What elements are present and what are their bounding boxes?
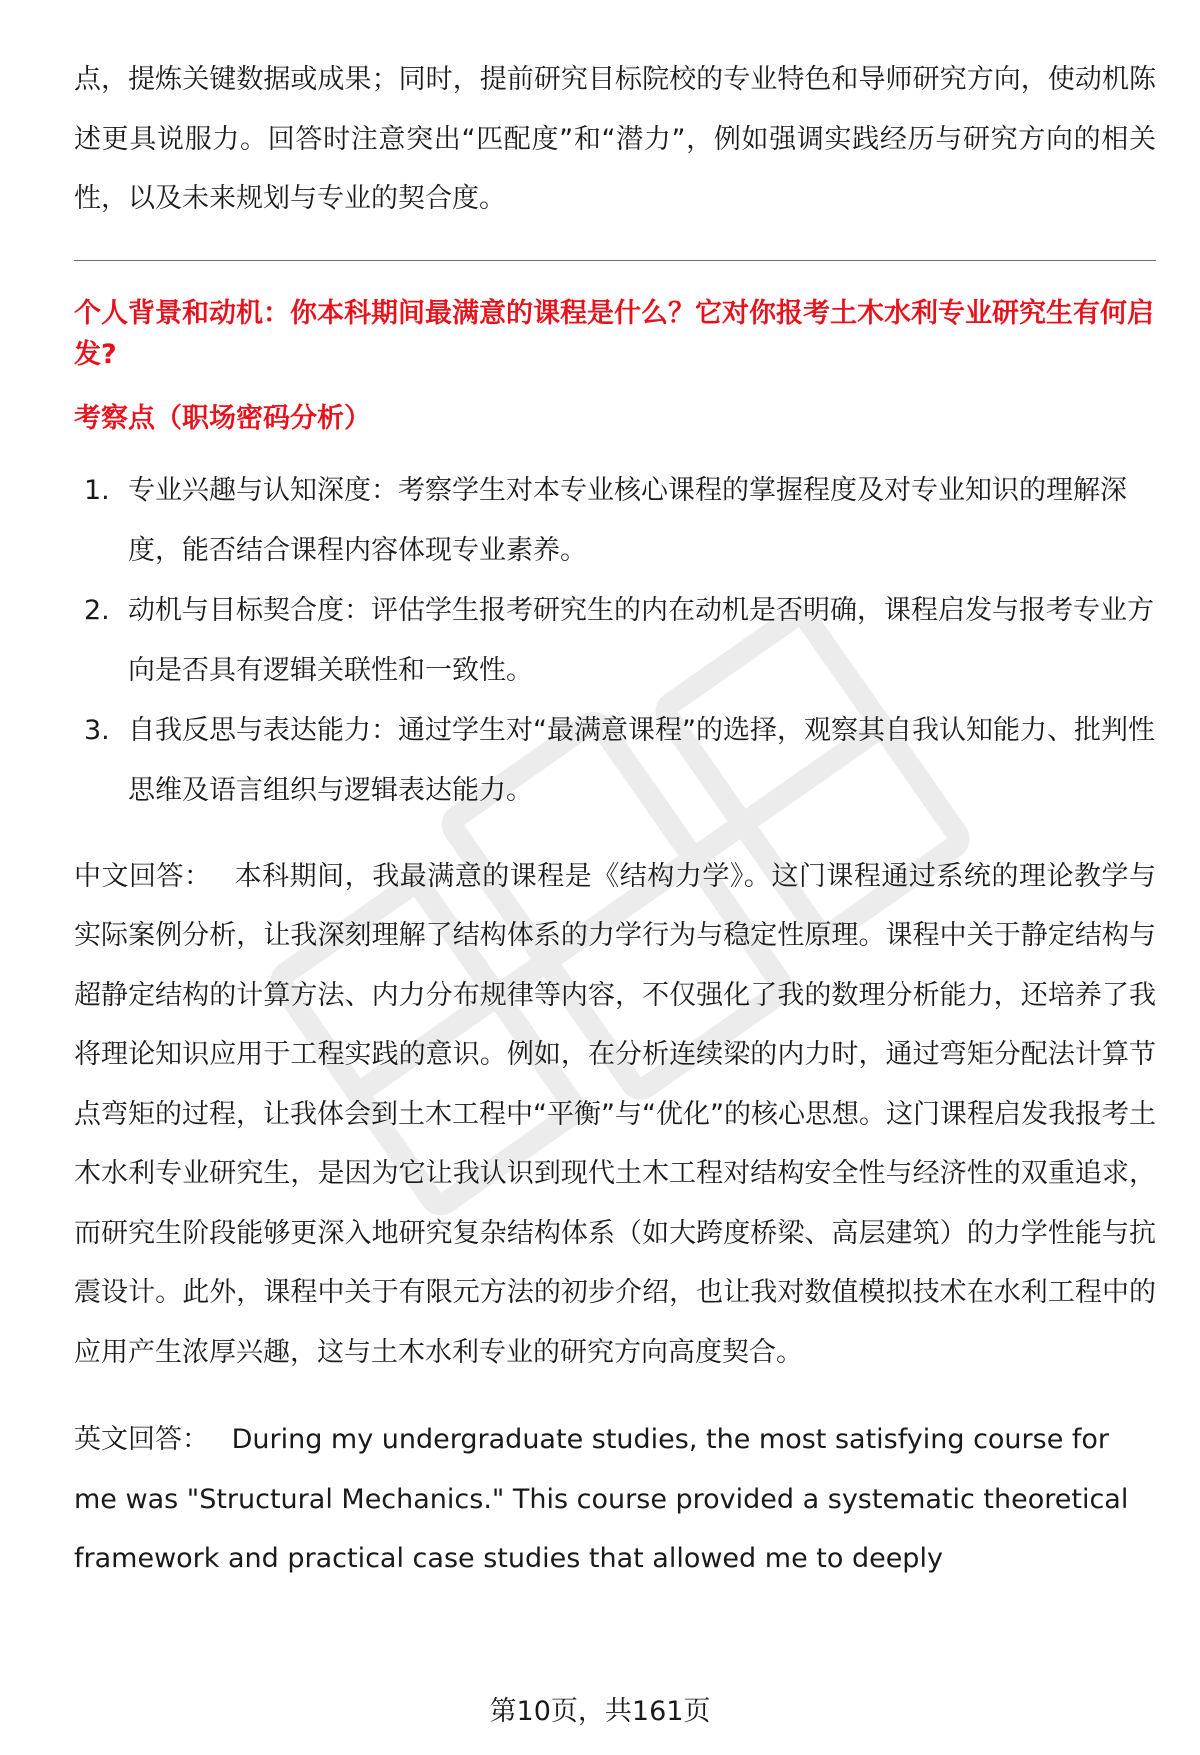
list-item-text: 动机与目标契合度：评估学生报考研究生的内在动机是否明确，课程启发与报考专业方向是否具有逻辑关联性和一致性。: [128, 594, 1154, 686]
english-answer-label: 英文回答：: [74, 1424, 209, 1455]
document-page: [74, 50, 1156, 1589]
assessment-points-list: [74, 461, 1156, 821]
english-answer-text: During my undergraduate studies, the most satisfying course for me was "Structural Mechanics." This course provided a systematic theoretical framework and practical case studies that allowed me to deeply: [74, 1424, 1129, 1574]
assessment-heading: 考察点（职场密码分析）: [74, 402, 371, 434]
chinese-answer-label: 中文回答：: [74, 860, 212, 892]
list-item-text: 自我反思与表达能力：通过学生对“最满意课程”的选择，观察其自我认知能力、批判性思维及语言组织与逻辑表达能力。: [128, 714, 1155, 806]
list-item-text: 专业兴趣与认知深度：考察学生对本专业核心课程的掌握程度及对专业知识的理解深度，能否结合课程内容体现专业素养。: [128, 474, 1127, 566]
list-item-number: 2.: [84, 594, 110, 626]
chinese-answer-text: 本科期间，我最满意的课程是《结构力学》。这门课程通过系统的理论教学与实际案例分析，让我深刻理解了结构体系的力学行为与稳定性原理。课程中关于静定结构与超静定结构的计算方法、内力分布规律等内容，不仅强化了我的数理分析能力，还培养了我将理论知识应用于工程实践的意识。例如，在分析连续梁的内力时，通过弯矩分配法计算节点弯矩的过程，让我体会到土木工程中“平衡”与“优化”的核心思想。这门课程启发我报考土木水利专业研究生，是因为它让我认识到现代土木工程对结构安全性与经济性的双重追求，而研究生阶段能够更深入地研究复杂结构体系（如大跨度桥梁、高层建筑）的力学性能与抗震设计。此外，课程中关于有限元方法的初步介绍，也让我对数值模拟技术在水利工程中的应用产生浓厚兴趣，这与土木水利专业的研究方向高度契合。: [74, 860, 1156, 1368]
list-item: [74, 701, 1156, 821]
list-item: [74, 581, 1156, 701]
chinese-answer: [74, 847, 1156, 1383]
english-answer: [74, 1410, 1156, 1589]
section-divider: [74, 260, 1156, 261]
list-item-number: 3.: [84, 714, 110, 746]
list-item: [74, 461, 1156, 581]
list-item-number: 1.: [84, 474, 110, 506]
intro-paragraph: 点，提炼关键数据或成果；同时，提前研究目标院校的专业特色和导师研究方向，使动机陈述更具说服力。回答时注意突出“匹配度”和“潜力”，例如强调实践经历与研究方向的相关性，以及未来规划与专业的契合度。: [74, 64, 1156, 214]
question-heading: 个人背景和动机：你本科期间最满意的课程是什么？它对你报考土木水利专业研究生有何启发?: [74, 297, 1154, 370]
page-footer: 第10页，共161页: [489, 1696, 711, 1727]
